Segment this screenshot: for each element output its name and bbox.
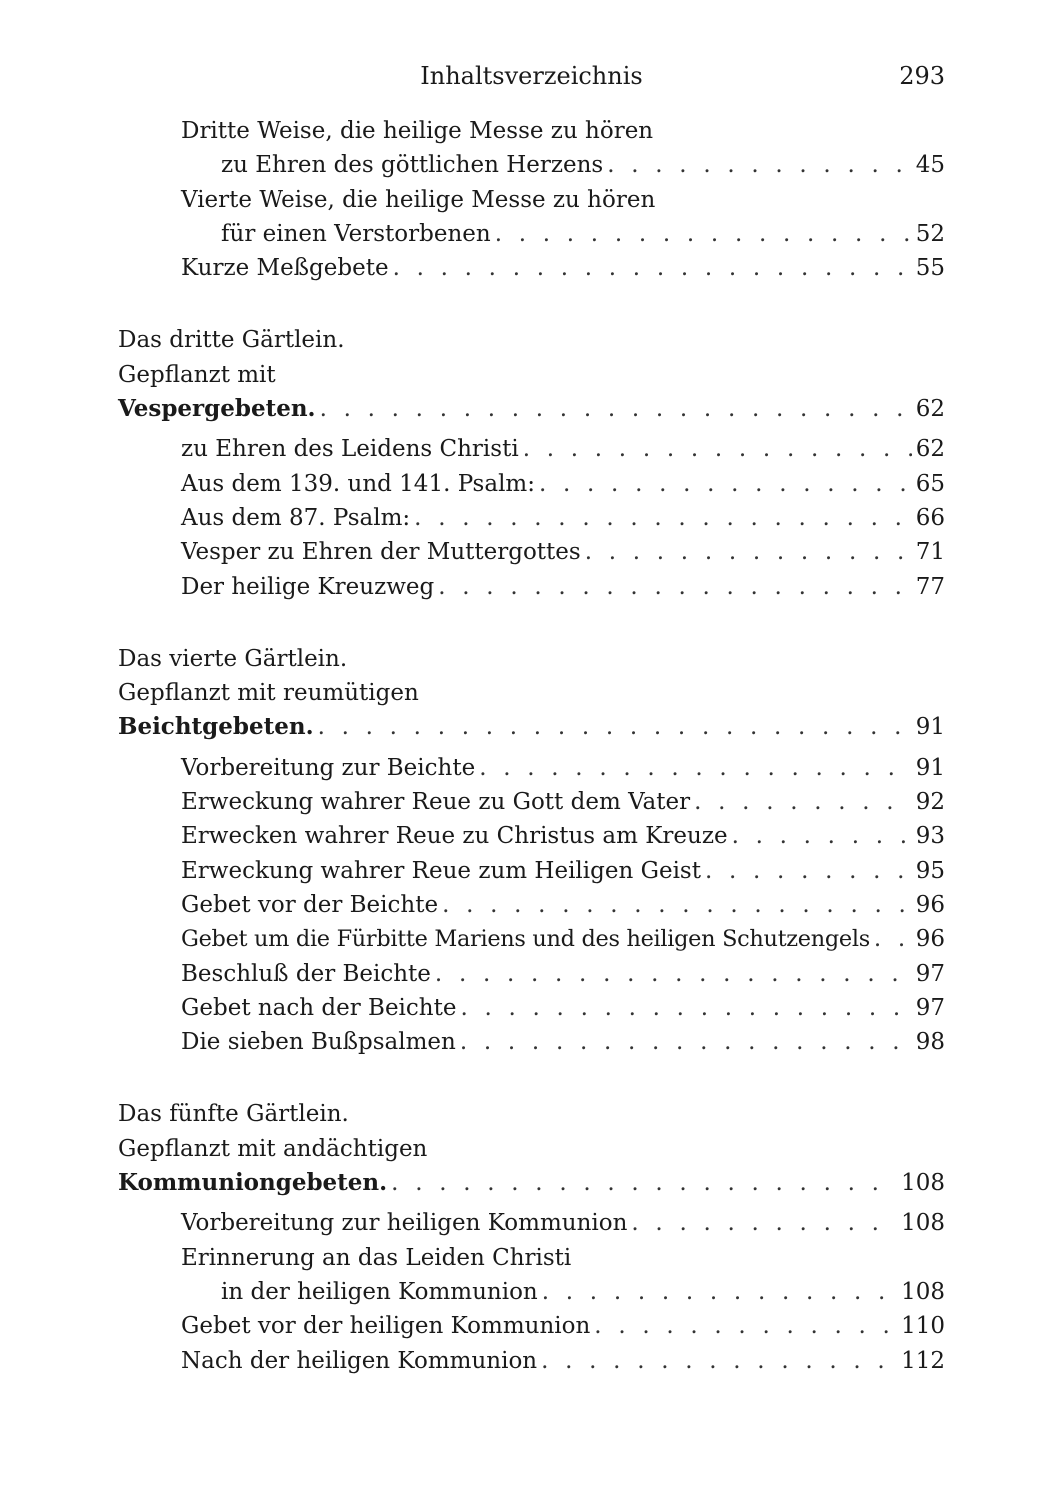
dot-leader [435,957,912,991]
toc-entry-title: Vorbereitung zur Beichte [181,754,476,781]
toc-entry-title: Vierte Weise, die heilige Messe zu hören [181,186,656,213]
section-subtitle-text: Gepflanzt mit andächtigen [118,1135,428,1162]
toc-entry [118,957,945,991]
section-title: Das fünfte Gärtlein. [118,1101,349,1128]
toc-entry-title: Gebet vor der heiligen Kommunion [181,1313,591,1340]
dot-leader [694,785,912,819]
toc-entry [118,1275,945,1309]
toc-entry [118,1344,945,1378]
toc-entry-title: in der heiligen Kommunion [221,1278,538,1305]
toc-entry [118,251,945,285]
toc-entry-page: 97 [915,994,945,1021]
toc-entry [118,991,945,1025]
dot-leader [442,888,912,922]
page-header [118,58,945,94]
toc-entry [118,1206,945,1240]
toc-entry-page: 62 [915,436,945,463]
toc-entry-title: Der heilige Kreuzweg [181,573,435,600]
table-of-contents [118,114,945,1378]
toc-entry-title: Aus dem 139. und 141. Psalm: [181,470,535,497]
toc-entry-page: 98 [915,1029,945,1056]
toc-entry [118,1025,945,1059]
section-heading-title: Vespergebeten. [118,395,316,423]
section-heading-title: Beichtgebeten. [118,713,314,741]
dot-leader [607,148,911,182]
dot-leader [438,570,911,604]
toc-entry-title: Kurze Meßgebete [181,255,389,282]
toc-entry [118,1241,945,1275]
toc-entry-page: 55 [915,255,945,282]
toc-entry-page: 66 [915,504,945,531]
section-label [118,1097,945,1131]
toc-entry-page: 108 [901,1210,945,1237]
toc-entry [118,888,945,922]
section-heading-page: 108 [901,1170,945,1197]
toc-entry [118,535,945,569]
dot-leader [495,217,912,251]
dot-leader [631,1206,897,1240]
toc-entry-title: Erwecken wahrer Reue zu Christus am Kreuze [181,823,728,850]
toc-entry-title: Vorbereitung zur heiligen Kommunion [181,1210,628,1237]
toc-entry-title: Erinnerung an das Leiden Christi [181,1244,572,1271]
toc-entry-page: 108 [901,1278,945,1305]
toc-entry [118,183,945,217]
toc-entry [118,854,945,888]
toc-entry-page: 112 [901,1347,945,1374]
toc-entry-title: Dritte Weise, die heilige Messe zu hören [181,118,654,144]
toc-entry [118,114,945,148]
section-heading [118,1166,945,1200]
dot-leader [393,251,912,285]
toc-entry-page: 52 [915,220,945,247]
toc-entry-page: 95 [915,857,945,884]
toc-entry-page: 71 [915,539,945,566]
toc-entry-title: zu Ehren des göttlichen Herzens [221,152,604,179]
toc-entry-page: 110 [901,1313,945,1340]
toc-entry-page: 45 [915,152,945,179]
toc-entry-title: Vesper zu Ehren der Muttergottes [181,539,581,566]
toc-entry-title: für einen Verstorbenen [221,220,491,247]
section-heading-title: Kommuniongebeten. [118,1169,388,1197]
section-gap [118,1059,945,1097]
toc-entry-title: Erweckung wahrer Reue zum Heiligen Geist [181,857,701,884]
toc-entry-title: Gebet um die Fürbitte Mariens und des heiligen Schutzengels [181,926,870,953]
section-heading-page: 62 [915,396,945,423]
toc-entry [118,432,945,466]
section-title: Das vierte Gärtlein. [118,645,348,672]
toc-entry-title: Die sieben Bußpsalmen [181,1029,456,1056]
toc-entry [118,819,945,853]
section-subtitle [118,676,945,710]
dot-leader [874,922,912,956]
toc-entry [118,217,945,251]
toc-entry-page: 96 [915,891,945,918]
section-subtitle [118,1132,945,1166]
dot-leader [705,854,912,888]
toc-entry-page: 97 [915,960,945,987]
section-heading-page: 91 [915,714,945,741]
section-label [118,323,945,357]
dot-leader [414,501,912,535]
toc-entry-title: Erweckung wahrer Reue zu Gott dem Vater [181,789,691,816]
section-subtitle-text: Gepflanzt mit reumütigen [118,680,419,707]
toc-entry-title: Gebet nach der Beichte [181,994,457,1021]
running-title: Inhaltsverzeichnis [420,62,643,90]
toc-entry [118,467,945,501]
toc-entry-page: 96 [915,926,945,953]
toc-entry-title: Aus dem 87. Psalm: [181,504,411,531]
toc-entry-title: Beschluß der Beichte [181,960,431,987]
toc-entry [118,785,945,819]
dot-leader [318,710,912,744]
dot-leader [585,535,912,569]
section-label [118,642,945,676]
dot-leader [391,1166,897,1200]
section-heading [118,710,945,744]
section-gap [118,285,945,323]
dot-leader [523,432,912,466]
toc-entry-page: 91 [915,754,945,781]
section-heading [118,392,945,426]
dot-leader [479,751,912,785]
toc-entry-page: 92 [915,789,945,816]
toc-entry [118,501,945,535]
toc-entry [118,570,945,604]
toc-entry [118,1309,945,1343]
page-number: 293 [899,62,945,90]
toc-entry [118,751,945,785]
dot-leader [594,1309,897,1343]
toc-entry-page: 93 [915,823,945,850]
section-title: Das dritte Gärtlein. [118,327,345,354]
section-subtitle [118,358,945,392]
section-subtitle-text: Gepflanzt mit [118,361,276,388]
toc-entry-title: Gebet vor der Beichte [181,891,439,918]
dot-leader [539,467,912,501]
toc-entry [118,922,945,956]
dot-leader [542,1275,897,1309]
dot-leader [460,1025,912,1059]
dot-leader [460,991,911,1025]
toc-entry-title: Nach der heiligen Kommunion [181,1347,538,1374]
toc-entry-title: zu Ehren des Leidens Christi [181,436,519,463]
toc-entry-page: 65 [915,470,945,497]
dot-leader [541,1344,897,1378]
toc-entry [118,148,945,182]
dot-leader [320,392,912,426]
section-gap [118,604,945,642]
dot-leader [732,819,912,853]
toc-entry-page: 77 [915,573,945,600]
